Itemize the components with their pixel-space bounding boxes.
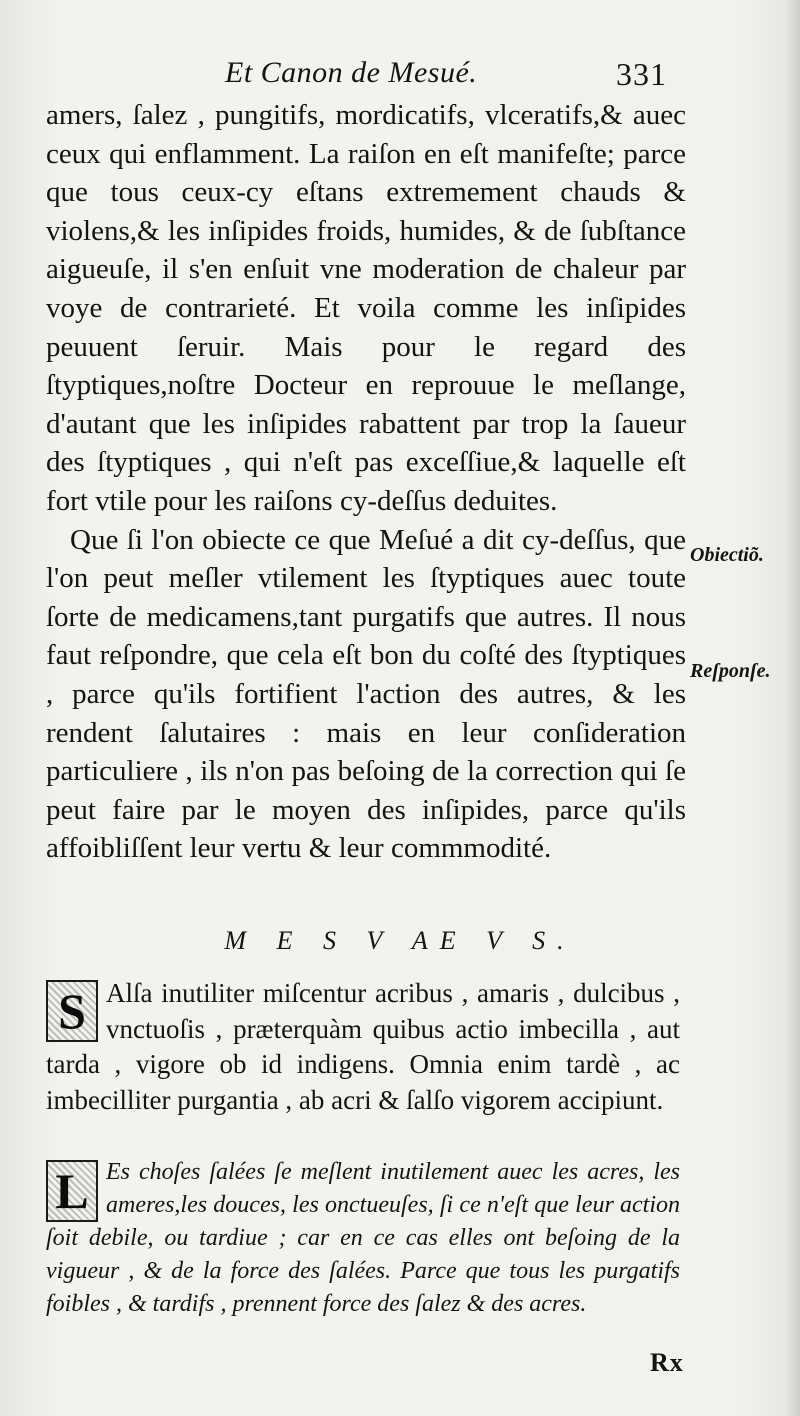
decorated-initial-l: L xyxy=(46,1160,98,1222)
french-translation: Es choſes ſalées ſe meſlent inutilement auec les acres, les ameres,les douces, les onctueuſes, ſi ce n'eſt que leur action ſoit debile, ou tardiue ; car en ce cas elles ont beſoing de la vigueur , & de la force des ſalées. Parce que tous les purgatifs foibles , & tardifs , prennent force des ſalez & des acres. xyxy=(46,1159,680,1317)
latin-text: Alſa inutiliter miſcentur acribus , amaris , dulcibus , vnctuoſis , præterquàm quibus actio imbecilla , aut tarda , vigore ob id indigens. Omnia enim tardè , ac imbecilliter purgantia , ab acri & ſalſo vigorem accipiunt. xyxy=(46,978,680,1115)
latin-text-block xyxy=(46,976,680,1118)
french-translation-block xyxy=(46,1156,680,1321)
decorated-initial-s: S xyxy=(46,980,98,1042)
section-heading: M E S V AE V S. xyxy=(224,926,576,955)
margin-note-response: Reſponſe. xyxy=(690,660,771,682)
commentary-paragraph-1: amers, ſalez , pungitifs, mordicatifs, vlceratifs,& auec ceux qui enflamment. La raiſon en eſt manifeſte; parce que tous ceux-cy eſtans extremement chauds & violens,& les inſipides froids, humides, & de ſubſtance aigueuſe, il s'en enſuit vne moderation de chaleur par voye de contrarieté. Et voila comme les inſipides peuuent ſeruir. Mais pour le regard des ſtyptiques,noſtre Docteur en reprouue le meſlange, d'autant que les inſipides rabattent par trop la ſaueur des ſtyptiques , qui n'eſt pas exceſſiue,& laquelle eſt fort vtile pour les raiſons cy-deſſus deduites. xyxy=(46,99,686,517)
commentary-text xyxy=(46,96,686,868)
running-head: Et Canon de Mesué. xyxy=(225,56,478,89)
commentary-paragraph-2: Que ſi l'on obiecte ce que Meſué a dit cy-deſſus, que l'on peut meſler vtilement les ſtyptiques auec toute ſorte de medicamens,tant purgatifs que autres. Il nous faut reſpondre, que cela eſt bon du coſté des ſtyptiques , parce qu'ils fortifient l'action des autres, & les rendent ſalutaires : mais en leur conſideration particuliere , ils n'on pas beſoing de la correction qui ſe peut faire par le moyen des inſipides, parce qu'ils affoibliſſent leur vertu & leur commmodité. xyxy=(46,523,686,865)
page-edge-shadow xyxy=(786,0,800,1416)
margin-note-objection: Obiectiõ. xyxy=(690,544,764,566)
page-number: 331 xyxy=(616,56,667,92)
catchword: Rx xyxy=(650,1348,684,1377)
